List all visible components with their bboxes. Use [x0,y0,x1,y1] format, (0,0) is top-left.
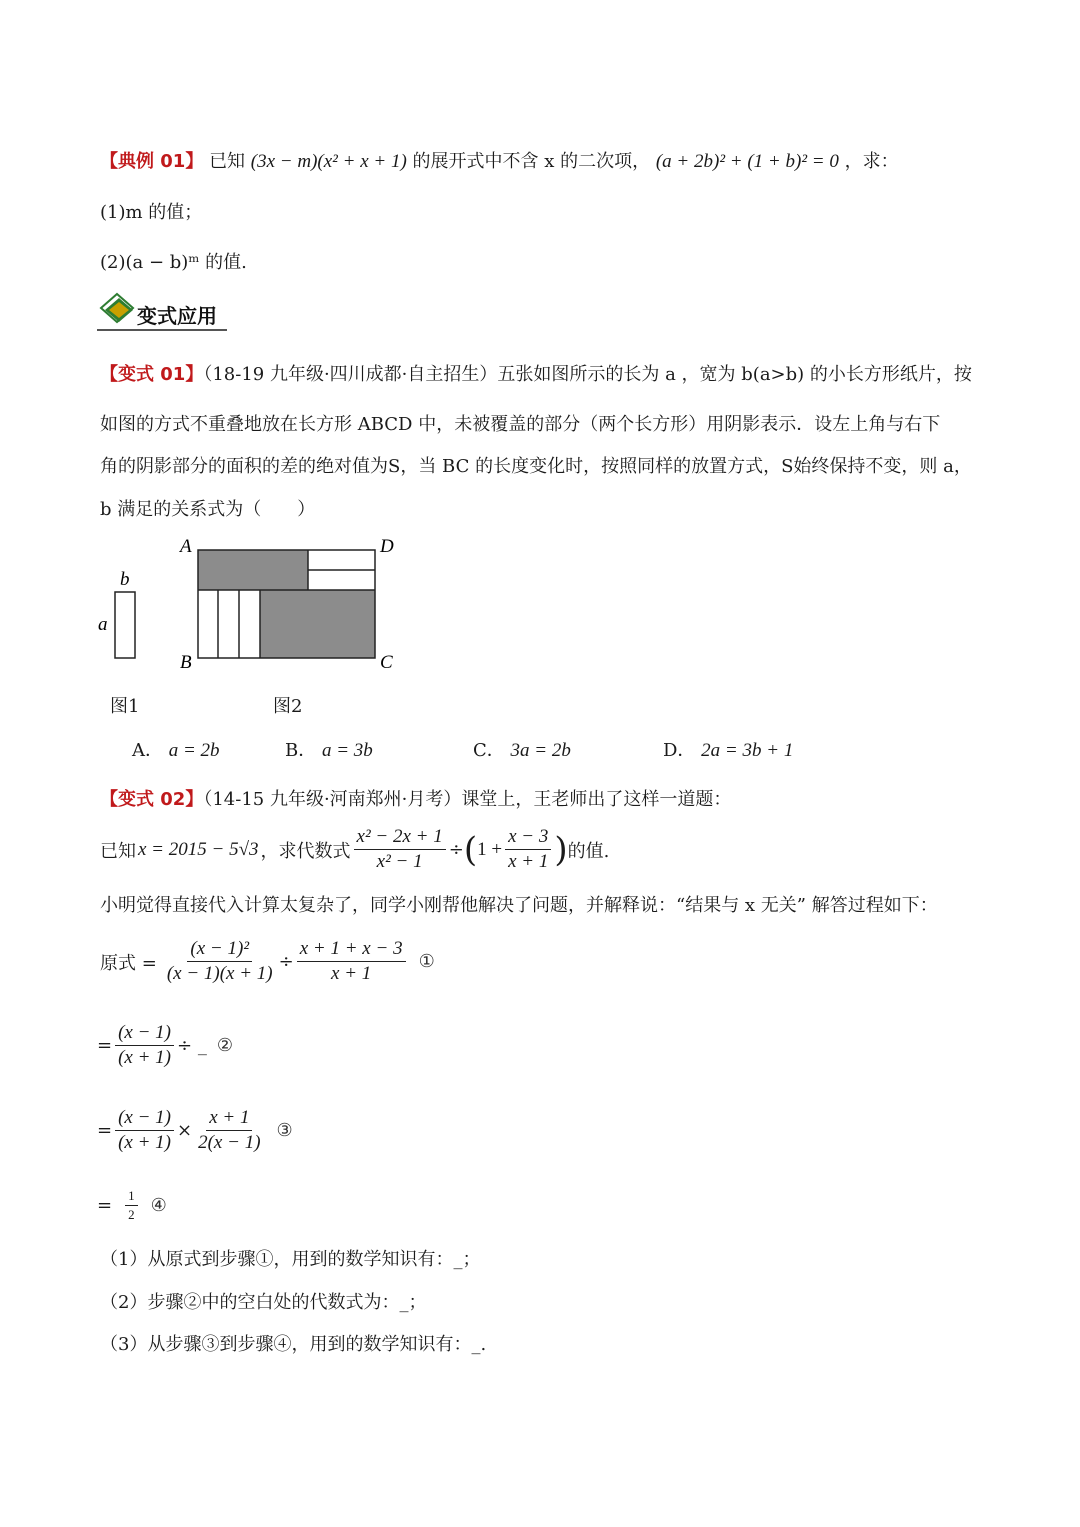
fraction-a: $\frac{\text{x² − 2x + 1}}{\text{x² − 1}}$ [354,826,446,873]
variant2-line1 [100,785,731,811]
fraction-b: $\frac{x - 3}{x + 1}$ [505,826,551,873]
solution-step1: 原式 = $\frac{\text{(x − 1)²}}{(x - 1)(x + 1)}$ ÷ $\frac{x + 1 + x - 3}{x + 1}$ ① [100,938,435,984]
step-marker-2: ② [216,1035,233,1056]
fig1-rect [115,592,135,658]
fig1-label-a: a [98,614,108,635]
variant2-explain: 小明觉得直接代入计算太复杂了，同学小刚帮他解决了问题，并解释说：“结果与 x 无关” 解答过程如下： [100,895,938,916]
variant2-given: 已知 x = 2015 − 5√3 ，求代数式 $\frac{\text{x² − 2x + 1}}{\text{x² − 1}}$ ÷ ( 1 + $\frac{x - 3}{x + 1}$ ) 的值. [100,826,610,872]
example1-post: ，求： [844,151,899,172]
variant2-q1: （1）从原式到步骤①，用到的数学知识有：_； [100,1249,481,1270]
option-c[interactable]: C． 3a = 2b [473,740,571,761]
example1-question [100,147,899,173]
example1-mid: 的展开式中不含 x 的二次项， [412,151,651,172]
section-title: 变式应用 [137,304,217,328]
variant2-line1-text: （14-15 九年级·河南郑州·月考）课堂上，王老师出了这样一道题： [203,789,732,810]
variant2-q2: （2）步骤②中的空白处的代数式为：_； [100,1292,427,1313]
diamond-icon [97,292,139,332]
fig2-shade-top [198,550,308,590]
variant1-line3: 角的阴影部分的面积的差的绝对值为S，当 BC 的长度变化时，按照同样的放置方式，S始终保持不变，则 a， [100,456,972,477]
example1-part1: (1)m 的值； [100,202,203,223]
solution-step3: = $\frac{(x - 1)}{(x + 1)}$ × $\frac{x + 1}{2(x - 1)}$ ③ [97,1107,293,1153]
example1-part2: (2)(a − b)ᵐ 的值. [100,252,247,273]
variant2-q3: （3）从步骤③到步骤④，用到的数学知识有：_. [100,1334,487,1355]
variant1-figures [90,530,410,690]
variant1-tag: 【变式 01】 [100,364,204,385]
fig2-label-A: A [180,536,192,557]
fig1-label-b: b [120,569,130,590]
example1-pre: 已知 [209,151,246,172]
fig2-label-D: D [380,536,394,557]
example1-expr1: (3x − m)(x² + x + 1) [250,151,407,172]
step-marker-1: ① [418,951,435,972]
variant2-tag: 【变式 02】 [100,789,204,810]
variant1-line4: b 满足的关系式为（ ） [100,499,316,520]
fig2-shade-bottom [260,590,375,658]
solution-step2: = $\frac{(x - 1)}{(x + 1)}$ ÷ _ ② [97,1022,233,1068]
solution-step4: = $\frac{1}{2}$ ④ [97,1188,167,1222]
fig2-label-B: B [180,652,192,673]
fig2-label-C: C [380,652,393,673]
step-marker-4: ④ [150,1195,167,1216]
variant1-line2: 如图的方式不重叠地放在长方形 ABCD 中，未被覆盖的部分（两个长方形）用阴影表示．设左上角与右下 [100,414,941,435]
fig1-caption: 图1 [110,696,140,717]
given-expr: x = 2015 − 5√3 [138,838,259,860]
example1-tag: 【典例 01】 [100,151,204,172]
section-underline [97,329,227,331]
section-header [97,292,229,332]
example1-expr2: (a + 2b)² + (1 + b)² = 0 [655,151,839,172]
option-d[interactable]: D． 2a = 3b + 1 [663,740,794,761]
variant1-line1 [100,360,972,386]
step-marker-3: ③ [276,1120,293,1141]
fig2-caption: 图2 [273,696,303,717]
variant1-line1-text: （18-19 九年级·四川成都·自主招生）五张如图所示的长为 a ，宽为 b(a>b) 的小长方形纸片，按 [203,364,972,385]
option-b[interactable]: B． a = 3b [285,740,373,761]
option-a[interactable]: A． a = 2b [132,740,220,761]
